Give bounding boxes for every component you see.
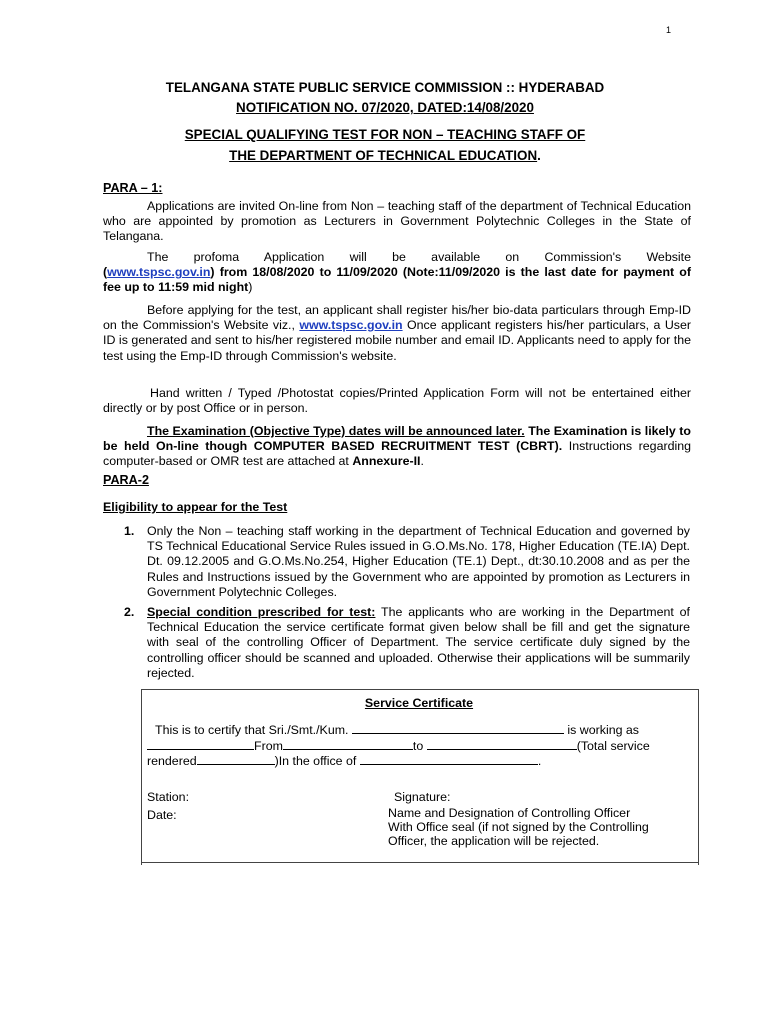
para1-heading: PARA – 1:: [103, 181, 163, 195]
notification-number-text: NOTIFICATION NO. 07/2020, DATED:14/08/2020: [236, 100, 534, 115]
certificate-line1: [147, 722, 687, 738]
page-number: 1: [666, 25, 672, 35]
designation-line3: Officer, the application will be rejected.: [388, 834, 600, 848]
tspsc-registration-link[interactable]: www.tspsc.gov.in: [299, 318, 403, 333]
para1-paragraph3-b: Once applicant registers his/her particulars, a User ID is generated and sent to his/her registered mobile number and email ID. Applicants need to apply for the test using the Emp-ID through Commission's website.: [103, 318, 691, 363]
test-title-line2-text: THE DEPARTMENT OF TECHNICAL EDUCATION: [229, 148, 538, 163]
certificate-line3: [147, 753, 687, 769]
office-blank[interactable]: [360, 753, 538, 765]
test-title-line1: [0, 127, 770, 142]
notification-number: [0, 100, 770, 115]
commission-title: TELANGANA STATE PUBLIC SERVICE COMMISSION :: HYDERABAD: [165, 80, 605, 95]
test-title-line2-end: .: [537, 148, 541, 163]
eligibility-heading: Eligibility to appear for the Test: [103, 500, 288, 514]
item1-text: Only the Non – teaching staff working in the department of Technical Education and governed by TS Technical Educational Service Rules issued in G.O.Ms.No. 178, Higher Education (TE.IA) Dept. Dt. 09.12.2005 and G.O.Ms.No.254, Higher Education (TE.1) Dept., dt:30.10.2008 and as per the Rules and Instructions issued by the Government who are appointed by promotion as Lecturers in Government Polytechnic Colleges.: [147, 524, 690, 599]
item2-number: 2.: [124, 605, 135, 619]
application-dates: from 18/08/2020 to 11/09/2020 (Note:11/09/2020 is the last date for payment of fee up to 11:59 mid night: [103, 265, 691, 295]
instructions-note: Instructions regarding computer-based or OMR test are attached at: [103, 439, 692, 469]
special-condition-text: The applicants who are working in the Department of Technical Education the service certificate format given below shall be fill and get the signature with seal of the controlling Officer of Department. The service certificate duly signed by the controlling officer should be scanned and uploaded. Otherwise their applications will be summarily rejected.: [147, 605, 690, 680]
test-title-line1-text: SPECIAL QUALIFYING TEST FOR NON – TEACHING STAFF OF: [184, 127, 586, 142]
controlling-officer-block: [388, 806, 649, 848]
para1-link-open: (: [103, 265, 108, 280]
para1-paragraph2-line1: The profoma Application will be available on Commission's Website: [147, 250, 691, 264]
para1-paragraph5-end: .: [420, 454, 424, 469]
certificate-body: [147, 722, 687, 769]
para2-heading: PARA-2: [103, 473, 149, 487]
para1-paragraph2: [103, 250, 691, 296]
service-certificate-bottom-border: [141, 862, 698, 863]
service-duration-blank[interactable]: [197, 753, 275, 765]
para1-paragraph2-rest: [103, 265, 691, 295]
service-certificate-title: Service Certificate: [364, 696, 474, 710]
rendered-label: rendered: [147, 754, 197, 768]
from-label: From: [254, 738, 283, 753]
test-title-line2: [0, 148, 770, 163]
para1-paragraph1: Applications are invited On-line from Non – teaching staff of the department of Technical Education who are appointed by promotion as Lecturers in Government Polytechnic Colleges in the State of Telangana.: [103, 199, 691, 244]
para1-paragraph3: [103, 303, 691, 364]
para1-paragraph3-a: Before applying for the test, an applicant shall register his/her bio-data particulars through Emp-ID on the Commission's Website viz.,: [103, 303, 691, 333]
item2-text: [147, 605, 690, 681]
to-date-blank[interactable]: [427, 738, 577, 750]
para1-link-close: ): [210, 265, 215, 280]
exam-dates-note: The Examination (Objective Type) dates will be announced later.: [147, 424, 525, 438]
designation-line1: Name and Designation of Controlling Officer: [388, 806, 631, 820]
designation-blank[interactable]: [147, 738, 254, 750]
para1-paragraph4: Hand written / Typed /Photostat copies/Printed Application Form will not be entertained either directly or by post Office or in person.: [103, 386, 691, 416]
designation-line2: With Office seal (if not signed by the Controlling: [388, 820, 649, 834]
date-label: Date:: [147, 808, 177, 822]
item1-number: 1.: [124, 524, 135, 538]
para1-paragraph2-end: ): [248, 280, 253, 295]
is-working-as-text: is working as: [567, 723, 640, 737]
to-label: to: [412, 738, 424, 753]
name-blank[interactable]: [352, 722, 564, 734]
tspsc-website-link[interactable]: www.tspsc.gov.in: [107, 265, 211, 280]
from-date-blank[interactable]: [283, 738, 413, 750]
in-office-of-text: )In the office of: [274, 754, 357, 768]
certificate-line2: [147, 738, 687, 754]
certificate-period: .: [537, 754, 542, 768]
station-label: Station:: [147, 790, 190, 804]
annexure-reference: Annexure-II: [352, 454, 421, 469]
certify-text: This is to certify that Sri./Smt./Kum.: [155, 723, 349, 737]
signature-label: Signature:: [394, 790, 451, 804]
total-service-text: (Total service: [576, 738, 650, 753]
special-condition-label: Special condition prescribed for test:: [147, 605, 376, 619]
para1-paragraph5: [103, 424, 691, 470]
cbrt-note: The Examination is likely to be held On-line though COMPUTER BASED RECRUITMENT TEST (CBRT).: [103, 424, 691, 454]
